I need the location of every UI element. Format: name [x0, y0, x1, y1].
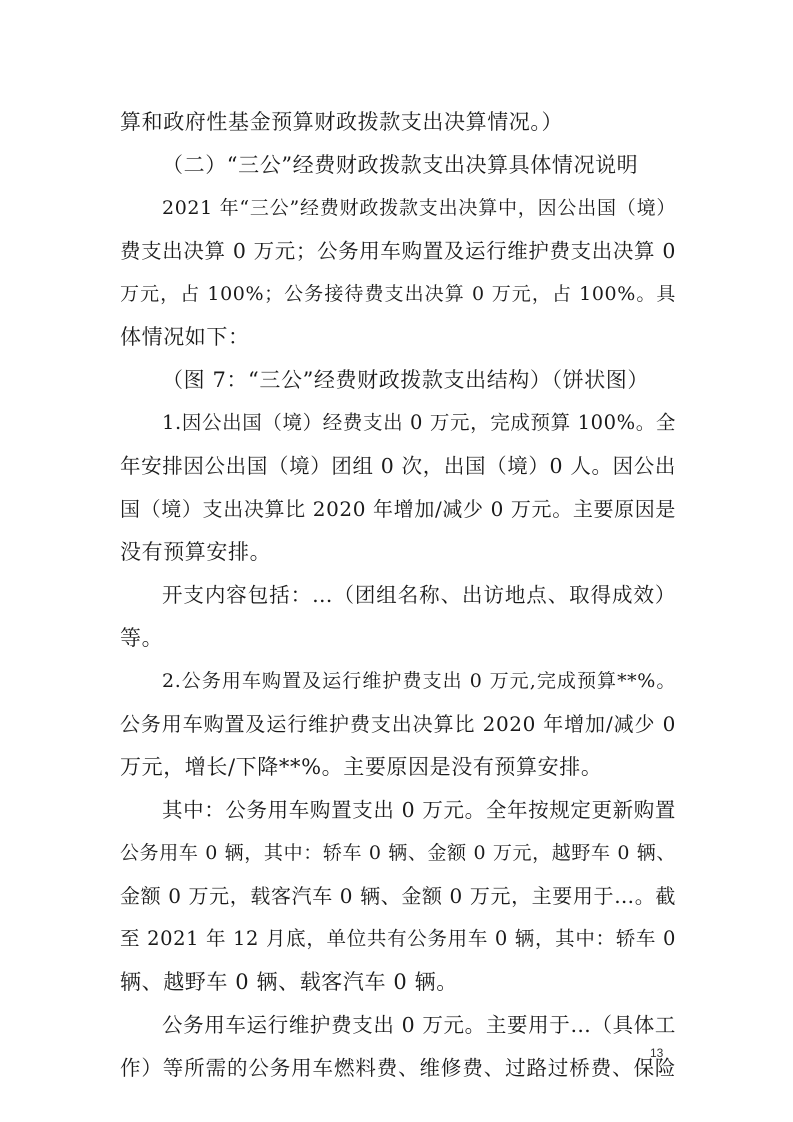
- text-line-17: 其中：公务用车购置支出 0 万元。全年按规定更新购置: [162, 798, 676, 822]
- text-line-5: 万元，占 100%；公务接待费支出决算 0 万元，占 100%。具: [120, 283, 676, 305]
- text-line-8: 1.因公出国（境）经费支出 0 万元，完成预算 100%。全: [162, 411, 676, 434]
- text-line-23: 作）等所需的公务用车燃料费、维修费、过路过桥费、保险: [120, 1056, 676, 1080]
- text-line-12: 开支内容包括：…（团组名称、出访地点、取得成效）: [162, 583, 676, 607]
- text-line-19: 金额 0 万元，载客汽车 0 辆、金额 0 万元，主要用于…。截: [120, 884, 676, 908]
- figure-caption: （图 7：“三公”经费财政拨款支出结构）（饼状图）: [162, 368, 650, 392]
- text-line-14: 2.公务用车购置及运行维护费支出 0 万元,完成预算**%。: [162, 670, 676, 692]
- text-line-6: 体情况如下：: [120, 325, 250, 349]
- text-line-22: 公务用车运行维护费支出 0 万元。主要用于…（具体工: [162, 1013, 676, 1037]
- text-line-20: 至 2021 年 12 月底，单位共有公务用车 0 辆，其中：轿车 0: [120, 927, 676, 950]
- section-heading: （二）“三公”经费财政拨款支出决算具体情况说明: [162, 153, 639, 177]
- text-line-11: 没有预算安排。: [120, 540, 272, 564]
- text-line-1: 算和政府性基金预算财政拨款支出决算情况。）: [120, 110, 564, 134]
- text-line-13: 等。: [120, 626, 164, 650]
- text-line-9: 年安排因公出国（境）团组 0 次，出国（境）0 人。因公出: [120, 454, 676, 478]
- text-line-4: 费支出决算 0 万元；公务用车购置及运行维护费支出决算 0: [120, 239, 676, 263]
- text-line-3: 2021 年“三公”经费财政拨款支出决算中，因公出国（境）: [162, 197, 676, 219]
- text-line-18: 公务用车 0 辆，其中：轿车 0 辆、金额 0 万元，越野车 0 辆、: [120, 842, 676, 864]
- text-line-15: 公务用车购置及运行维护费支出决算比 2020 年增加/减少 0: [120, 712, 676, 736]
- page-number: 13: [650, 1046, 664, 1060]
- text-line-21: 辆、越野车 0 辆、载客汽车 0 辆。: [120, 970, 458, 994]
- text-line-16: 万元，增长/下降**%。主要原因是没有预算安排。: [120, 755, 603, 779]
- text-line-10: 国（境）支出决算比 2020 年增加/减少 0 万元。主要原因是: [120, 497, 676, 521]
